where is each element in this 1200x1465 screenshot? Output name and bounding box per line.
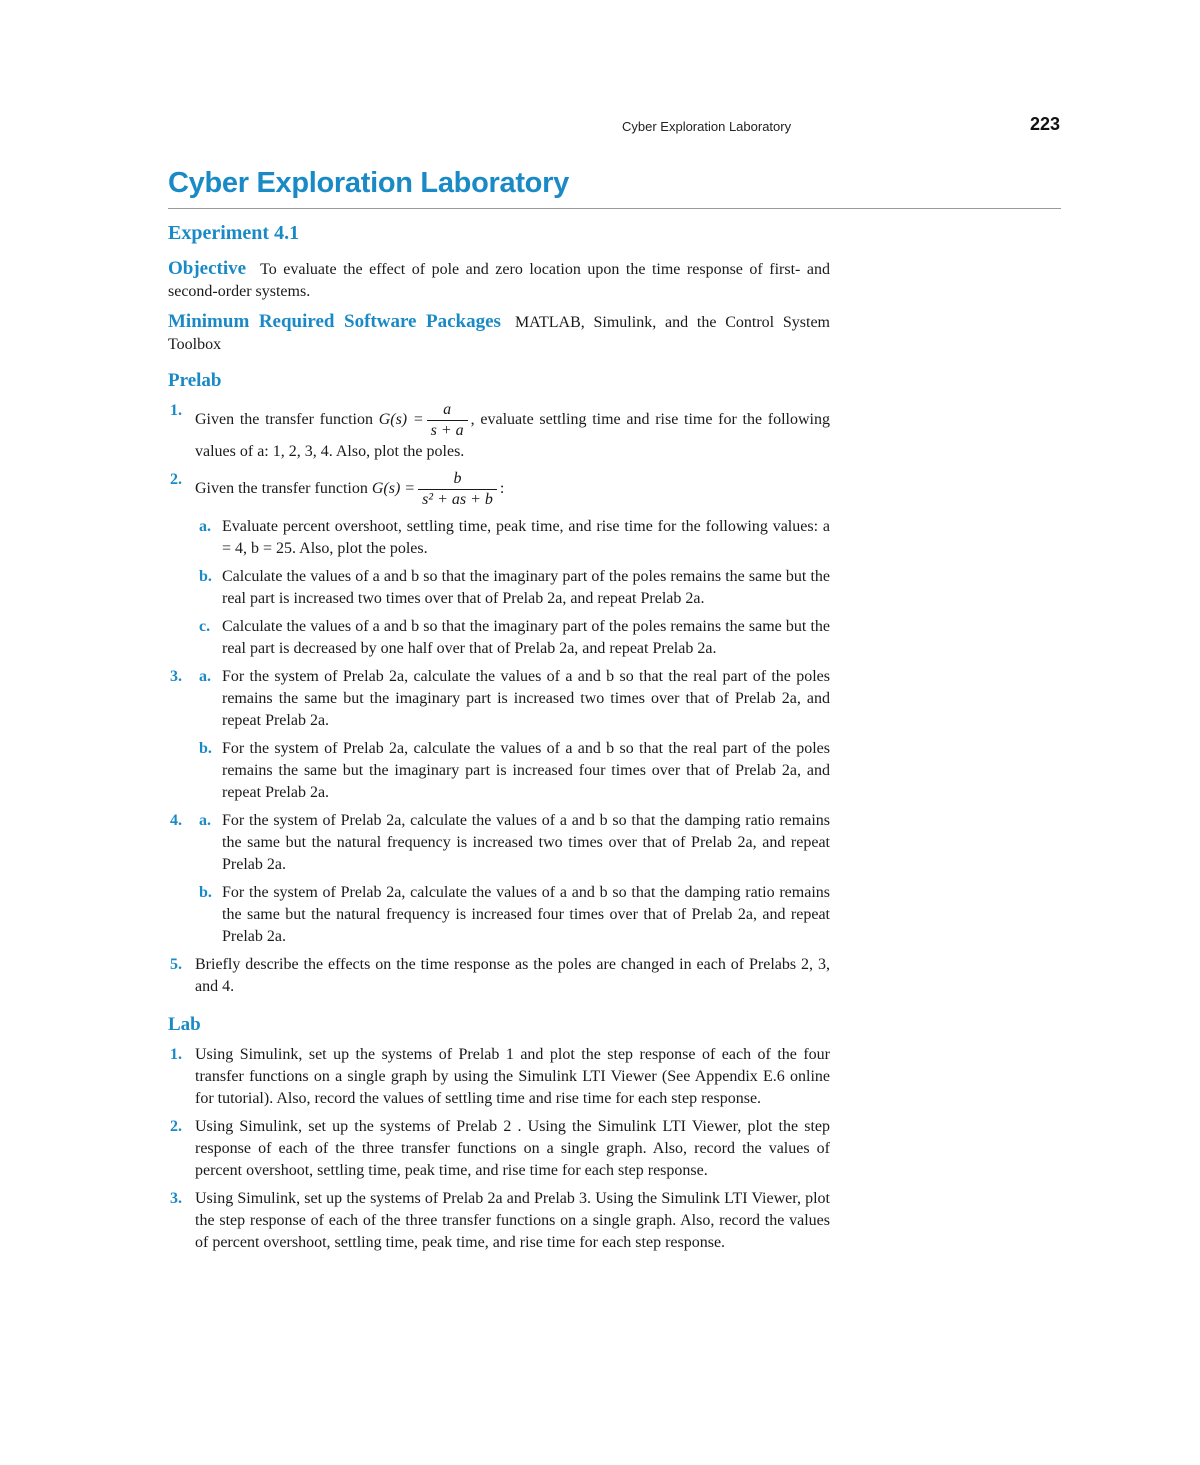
prelab-subitem-2b <box>195 566 830 610</box>
item-text: Briefly describe the effects on the time response as the poles are changed in each of Prelabs 2, 3, and 4. <box>195 956 830 995</box>
transfer-function-fraction <box>427 400 468 441</box>
page-content <box>168 220 830 1260</box>
item-text: Given the transfer function <box>195 480 372 498</box>
item-text: Using Simulink, set up the systems of Prelab 2a and Prelab 3. Using the Simulink LTI Viewer, plot the step response of each of the three transfer functions on a single graph. Also, record the values of percent overshoot, settling time, peak time, and rise time for each step response. <box>195 1190 830 1251</box>
prelab-subitem-4a <box>195 810 830 876</box>
running-head: Cyber Exploration Laboratory <box>622 119 792 134</box>
prelab-subitem-3a <box>195 666 830 732</box>
page-number: 223 <box>1030 114 1061 134</box>
item-number: 2. <box>170 471 182 488</box>
fraction-numerator: a <box>443 401 452 418</box>
prelab-subitem-2a <box>195 516 830 560</box>
prelab-item-1 <box>168 400 830 463</box>
lab-list <box>168 1044 830 1254</box>
prelab-list <box>168 400 830 998</box>
item-number: 3. <box>170 1190 182 1207</box>
item-text: Using Simulink, set up the systems of Prelab 2 . Using the Simulink LTI Viewer, plot the step response of each of the three transfer functions on a single graph. Also, record the values of percent overshoot, settling time, peak time, and rise time for each step response. <box>195 1118 830 1179</box>
subitem-letter: c. <box>199 618 211 635</box>
item-number: 1. <box>170 1046 182 1063</box>
subitem-text: Calculate the values of a and b so that the imaginary part of the poles remains the same but the real part is increased two times over that of Prelab 2a, and repeat Prelab 2a. <box>222 568 830 607</box>
item-number: 4. <box>170 812 182 829</box>
title-rule <box>168 208 1061 209</box>
objective-label: Objective <box>168 258 247 279</box>
transfer-function-label: G(s) = <box>371 480 416 498</box>
lab-item-3 <box>168 1188 830 1254</box>
item-text: , evaluate settling time and rise time for the following values of a: 1, 2, 3, 4. Also, plot the poles. <box>195 411 831 460</box>
fraction-denominator: s + a <box>427 420 468 441</box>
prelab-item-5 <box>168 954 830 998</box>
subitem-letter: b. <box>199 740 212 757</box>
objective-paragraph <box>168 258 830 303</box>
software-label: Minimum Required Software Packages <box>168 311 501 332</box>
prelab-subitem-3b <box>195 738 830 804</box>
subitem-letter: a. <box>199 668 211 685</box>
lab-heading: Lab <box>168 1014 201 1035</box>
item-text: Given the transfer function <box>195 411 379 429</box>
item-number: 2. <box>170 1118 182 1135</box>
transfer-function-label: G(s) = <box>378 411 424 429</box>
subitem-text: For the system of Prelab 2a, calculate the values of a and b so that the real part of the poles remains the same but the imaginary part is increased four times over that of Prelab 2a, and repeat Prelab 2a. <box>222 740 830 801</box>
subitem-text: For the system of Prelab 2a, calculate the values of a and b so that the damping ratio remains the same but the natural frequency is increased four times over that of Prelab 2a, and repeat Prelab 2a. <box>222 884 830 945</box>
transfer-function-fraction <box>418 469 497 510</box>
experiment-title: Experiment 4.1 <box>168 222 300 244</box>
subitem-text: For the system of Prelab 2a, calculate the values of a and b so that the damping ratio remains the same but the natural frequency is increased two times over that of Prelab 2a, and repeat Prelab 2a. <box>222 812 830 873</box>
lab-item-1 <box>168 1044 830 1110</box>
lab-item-2 <box>168 1116 830 1182</box>
subitem-letter: a. <box>199 812 211 829</box>
chapter-title: Cyber Exploration Laboratory <box>168 167 569 199</box>
prelab-item-4 <box>168 810 830 948</box>
item-text: : <box>499 480 505 498</box>
subitem-letter: b. <box>199 884 212 901</box>
prelab-subitem-2c <box>195 616 830 660</box>
item-number: 3. <box>170 668 182 685</box>
item-text: Using Simulink, set up the systems of Prelab 1 and plot the step response of each of the four transfer functions on a single graph by using the Simulink LTI Viewer (See Appendix E.6 online for tutorial). Also, record the values of settling time and rise time for each step response. <box>195 1046 830 1107</box>
item-number: 5. <box>170 956 182 973</box>
subitem-text: For the system of Prelab 2a, calculate the values of a and b so that the real part of the poles remains the same but the imaginary part is increased two times over that of Prelab 2a, and repeat Prelab 2a. <box>222 668 830 729</box>
subitem-text: Calculate the values of a and b so that the imaginary part of the poles remains the same but the real part is decreased by one half over that of Prelab 2a, and repeat Prelab 2a. <box>222 618 830 657</box>
fraction-numerator: b <box>453 470 462 487</box>
prelab-heading: Prelab <box>168 370 222 391</box>
subitem-letter: a. <box>199 518 211 535</box>
subitem-text: Evaluate percent overshoot, settling time, peak time, and rise time for the following values: a = 4, b = 25. Also, plot the poles. <box>222 518 830 557</box>
prelab-subitem-4b <box>195 882 830 948</box>
fraction-denominator: s² + as + b <box>418 489 497 510</box>
software-text: MATLAB, Simulink, and the Control System Toolbox <box>168 314 830 353</box>
objective-text: To evaluate the effect of pole and zero location upon the time response of first- and second-order systems. <box>168 261 830 300</box>
prelab-item-3 <box>168 666 830 804</box>
prelab-item-2 <box>168 469 830 660</box>
item-number: 1. <box>170 402 182 419</box>
subitem-letter: b. <box>199 568 212 585</box>
software-paragraph <box>168 311 830 356</box>
